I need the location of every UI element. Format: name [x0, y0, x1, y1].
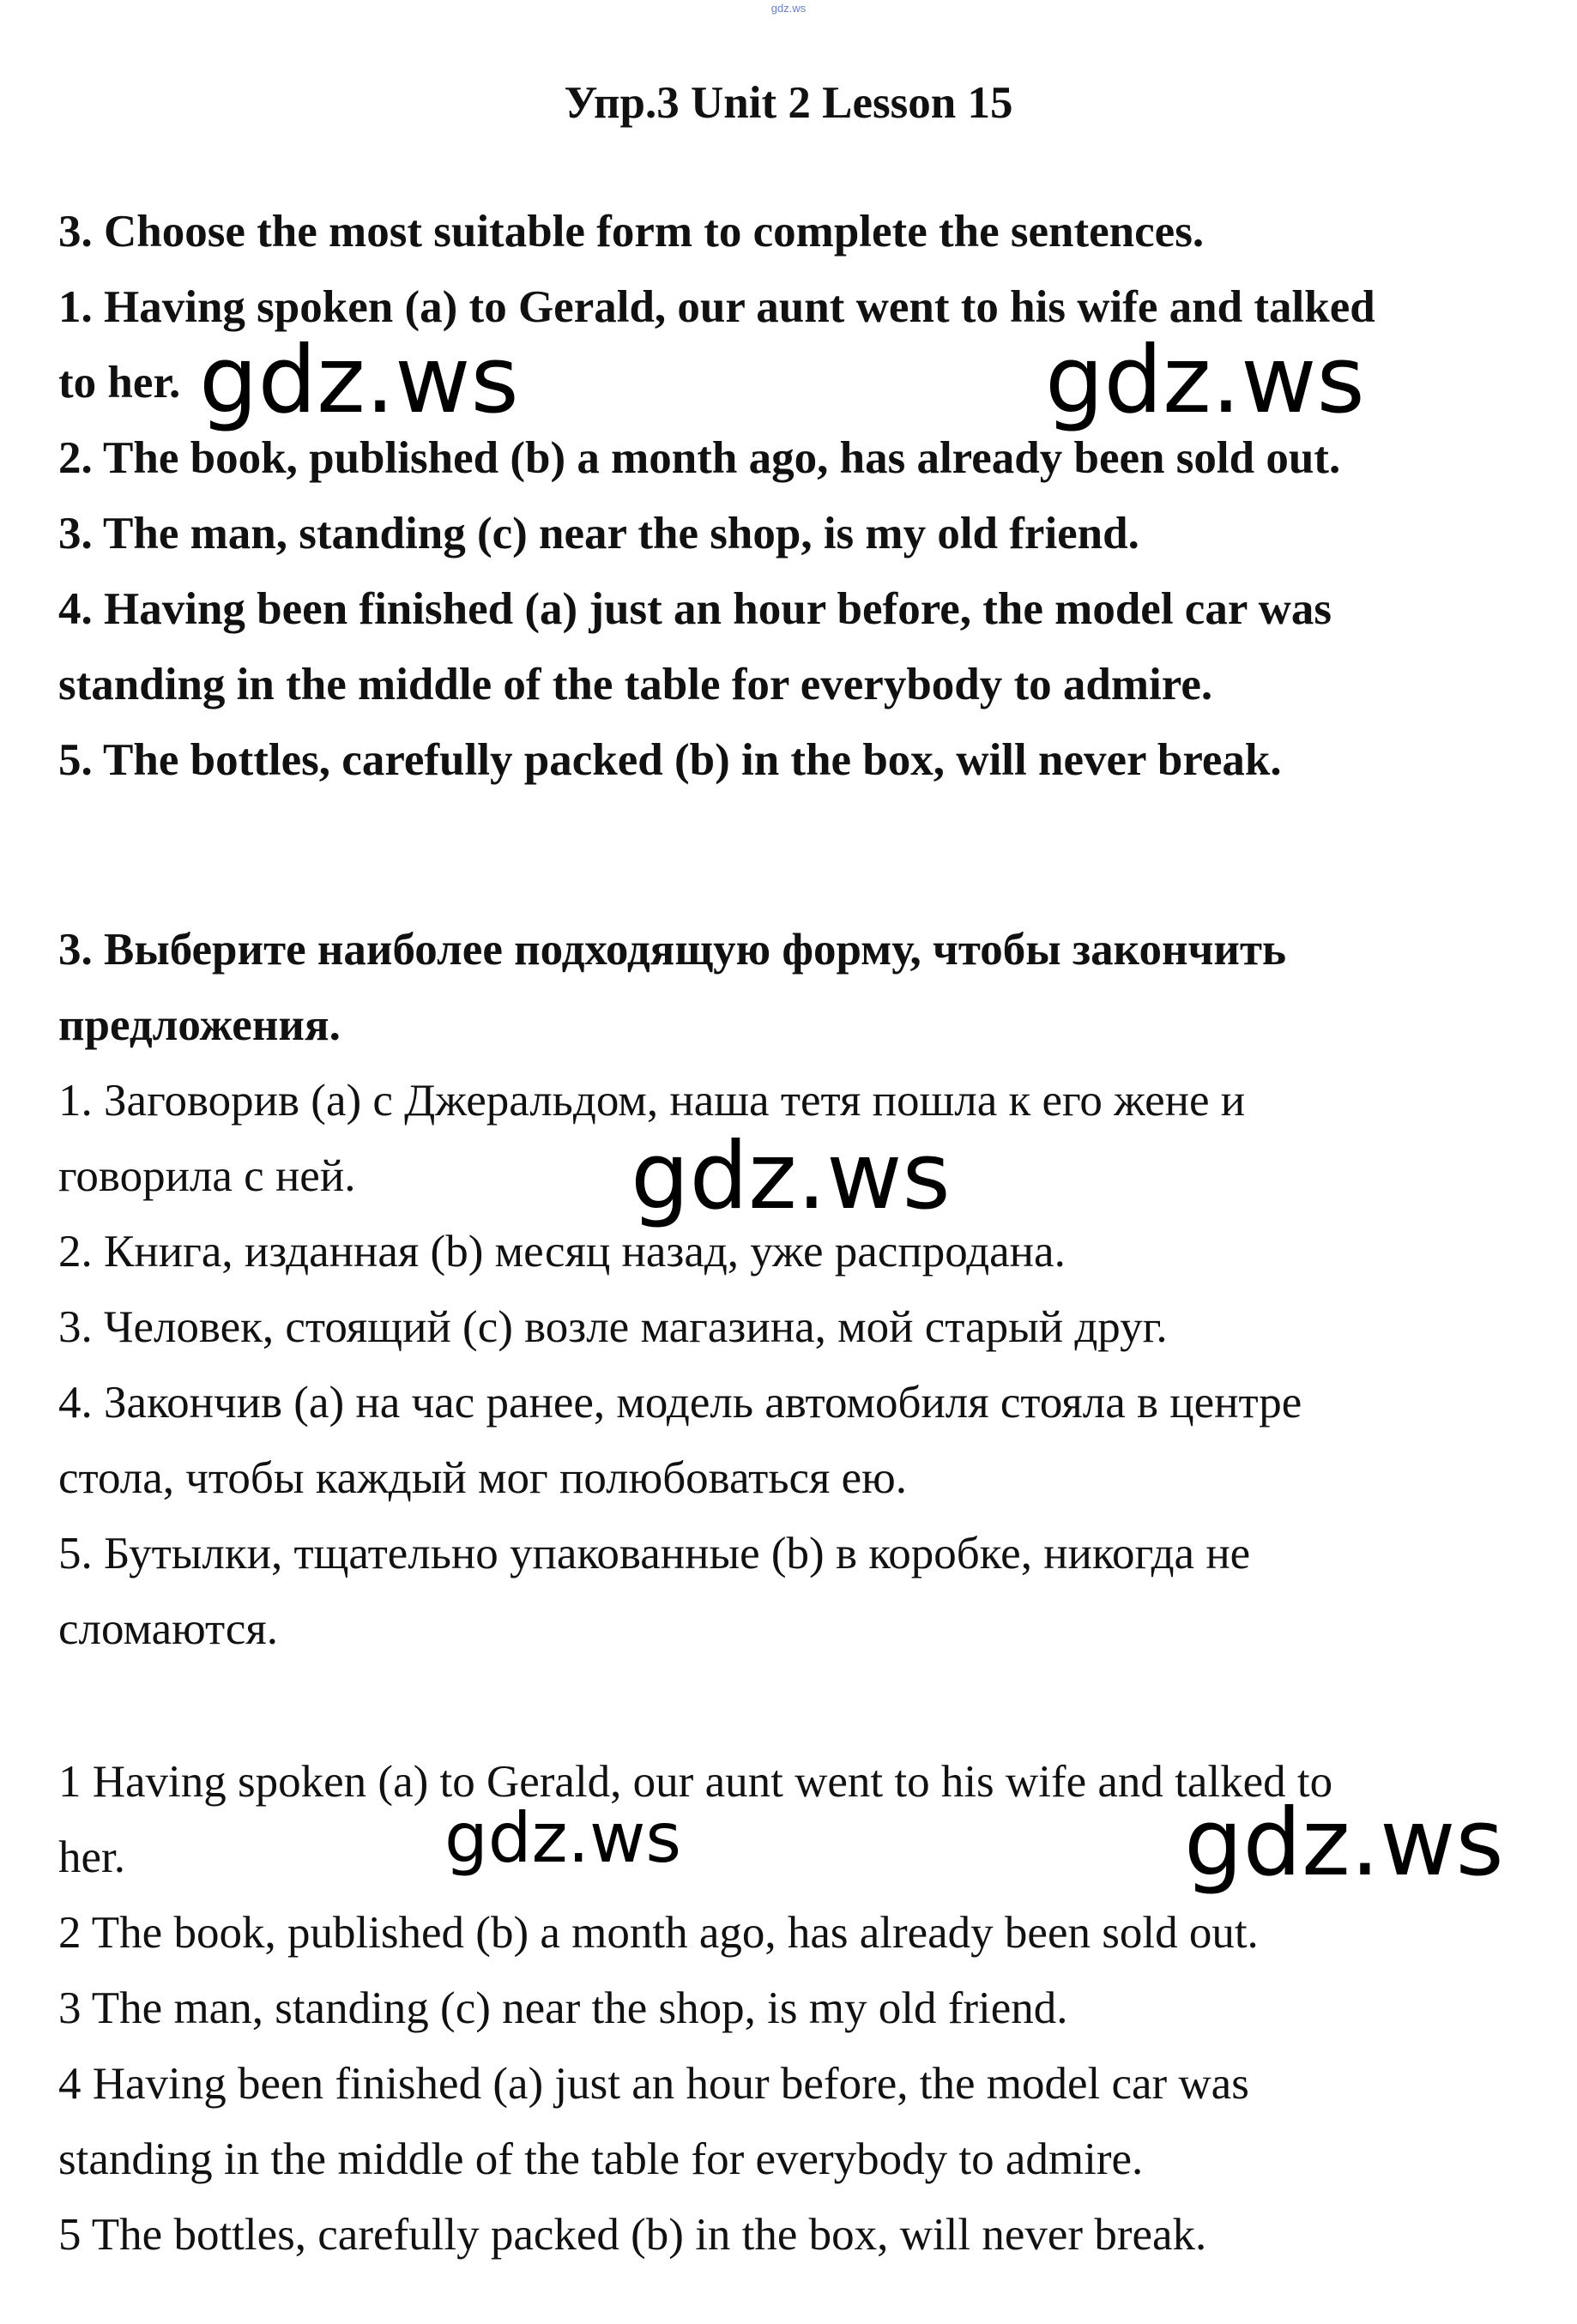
english-line: 5. The bottles, carefully packed (b) in the box, will never break. [58, 735, 1282, 785]
english-line: to her. [58, 358, 181, 407]
top-watermark: gdz.ws [770, 2, 807, 15]
answer-line: her. [58, 1832, 125, 1882]
english-line: 1. Having spoken (a) to Gerald, our aunt went to his wife and talked [58, 282, 1375, 332]
english-line: 4. Having been finished (a) just an hour before, the model car was [58, 584, 1332, 634]
russian-instruction: предложения. [58, 1000, 341, 1050]
answer-line: 4 Having been finished (a) just an hour before, the model car was [58, 2059, 1249, 2109]
russian-line: 2. Книга, изданная (b) месяц назад, уже распродана. [58, 1227, 1066, 1277]
answer-line: 3 The man, standing (c) near the shop, is my old friend. [58, 1983, 1068, 2033]
watermark: gdz.ws [631, 1123, 951, 1230]
page-title: Упр.3 Unit 2 Lesson 15 [564, 78, 1013, 128]
watermark: gdz.ws [1045, 327, 1365, 434]
english-line: 3. The man, standing (c) near the shop, is my old friend. [58, 509, 1139, 558]
russian-line: говорила с ней. [58, 1151, 356, 1201]
watermark: gdz.ws [199, 327, 519, 434]
answer-line: 1 Having spoken (a) to Gerald, our aunt went to his wife and talked to [58, 1757, 1333, 1807]
english-instruction: 3. Choose the most suitable form to complete the sentences. [58, 207, 1205, 257]
answer-line: 5 The bottles, carefully packed (b) in the box, will never break. [58, 2210, 1207, 2260]
answer-line: 2 The book, published (b) a month ago, has already been sold out. [58, 1908, 1259, 1958]
russian-line: стола, чтобы каждый мог полюбоваться ею. [58, 1453, 908, 1503]
russian-line: 3. Человек, стоящий (c) возле магазина, мой старый друг. [58, 1302, 1168, 1352]
russian-line: 4. Закончив (a) на час ранее, модель автомобиля стояла в центре [58, 1378, 1302, 1428]
russian-line: сломаются. [58, 1604, 279, 1654]
watermark: gdz.ws [1184, 1790, 1504, 1897]
russian-line: 1. Заговорив (a) с Джеральдом, наша тетя пошла к его жене и [58, 1076, 1246, 1126]
answer-line: standing in the middle of the table for everybody to admire. [58, 2134, 1144, 2184]
russian-instruction: 3. Выберите наиболее подходящую форму, чтобы закончить [58, 925, 1286, 975]
english-line: 2. The book, published (b) a month ago, has already been sold out. [58, 433, 1341, 483]
watermark: gdz.ws [444, 1798, 682, 1878]
russian-line: 5. Бутылки, тщательно упакованные (b) в коробке, никогда не [58, 1529, 1251, 1579]
english-line: standing in the middle of the table for everybody to admire. [58, 660, 1213, 709]
